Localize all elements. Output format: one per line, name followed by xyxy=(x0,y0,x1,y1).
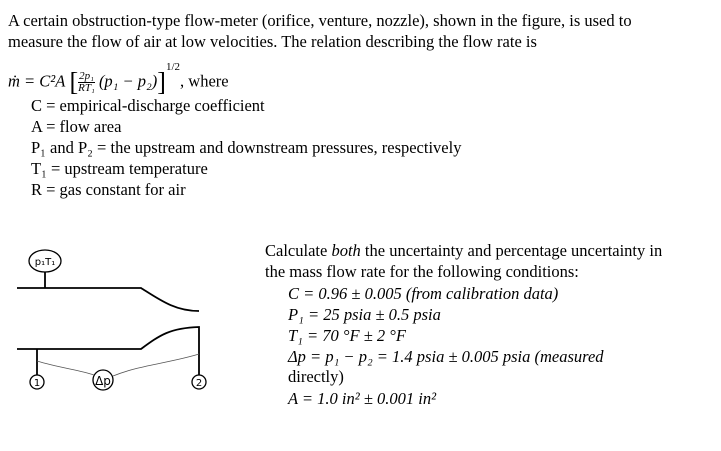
fraction-denominator: RT₁ xyxy=(78,82,95,95)
task-line-2: the mass flow rate for the following conditions: xyxy=(265,262,579,281)
tap-2-label: 2 xyxy=(195,378,203,389)
flow-rate-formula: ṁ = C²A [ $\frac{\text{2p₁}}{\text{RT₁}}$ (p₁ − p₂)]$^{1/2}$, where xyxy=(8,61,229,97)
intro-line-1: A certain obstruction-type flow-meter (orifice, venture, nozzle), shown in the figure, is used to xyxy=(8,11,632,30)
definition: P₁ and P₂ = the upstream and downstream pressures, respectively xyxy=(31,138,462,157)
formula-lhs: ṁ = C²A xyxy=(8,71,66,91)
condition: A = 1.0 in² ± 0.001 in² xyxy=(288,389,437,408)
definition: R = gas constant for air xyxy=(31,180,186,199)
lower-pipe-wall xyxy=(17,327,199,375)
definition: T₁ = upstream temperature xyxy=(31,159,208,178)
formula-exponent: 1/2 xyxy=(165,61,181,73)
gauge-label: p₁T₁ xyxy=(34,257,56,268)
flow-meter-diagram xyxy=(0,0,260,451)
formula-suffix: , where xyxy=(180,71,229,91)
condition: Δp = p₁ − p₂ = 1.4 psia ± 0.005 psia (measured xyxy=(288,347,604,366)
definition: C = empirical-discharge coefficient xyxy=(31,96,265,115)
definition: A = flow area xyxy=(31,117,122,136)
condition: T₁ = 70 °F ± 2 °F xyxy=(288,326,406,345)
dp-label: Δp xyxy=(95,374,111,388)
upper-pipe-wall xyxy=(17,288,199,311)
tap-1-label: 1 xyxy=(33,378,41,389)
task-line-1: Calculate both the uncertainty and percentage uncertainty in xyxy=(265,241,663,260)
fraction-numerator: 2p₁ xyxy=(79,70,94,83)
formula-paren: (p₁ − p₂) xyxy=(98,71,158,91)
condition: P₁ = 25 psia ± 0.5 psia xyxy=(288,305,441,324)
condition: directly) xyxy=(288,367,344,386)
intro-line-2: measure the flow of air at low velocities. The relation describing the flow rate is xyxy=(8,32,537,51)
condition: C = 0.96 ± 0.005 (from calibration data) xyxy=(288,284,559,303)
manometer-tubing xyxy=(37,354,199,376)
